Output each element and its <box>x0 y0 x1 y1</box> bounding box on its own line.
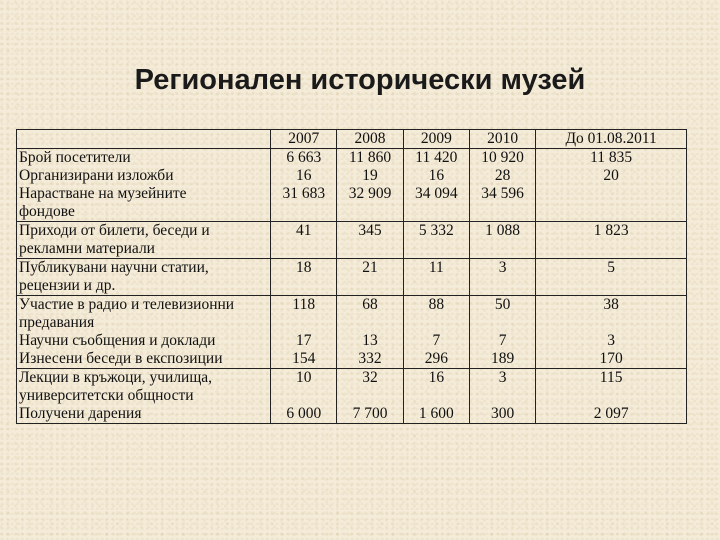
value: 3 <box>498 369 507 386</box>
value: 16 <box>428 167 445 184</box>
value: 17 <box>296 332 312 349</box>
value-cell: 1 823 <box>536 222 687 259</box>
value: 115 <box>599 369 623 386</box>
value <box>472 314 533 332</box>
value: 3 <box>607 332 615 349</box>
value: 32 909 <box>348 185 392 202</box>
value: 154 <box>292 350 316 367</box>
value-cell <box>271 369 337 424</box>
value: 332 <box>358 350 382 367</box>
value-cell: 5 332 <box>403 222 469 259</box>
value-cell <box>271 296 337 369</box>
value: 16 <box>296 167 312 184</box>
value-cell: 3 <box>469 259 535 296</box>
value: 11 860 <box>349 149 392 166</box>
value: 170 <box>599 350 623 367</box>
value-cell <box>536 296 687 369</box>
value <box>472 387 533 405</box>
value: 34 094 <box>415 185 458 202</box>
row-label <box>17 222 271 259</box>
value-cell <box>469 296 535 369</box>
value: 31 683 <box>282 185 326 202</box>
value-cell <box>469 369 535 424</box>
page-title: Регионален исторически музей <box>134 64 586 96</box>
value-cell: 1 088 <box>469 222 535 259</box>
value: 10 920 <box>481 149 524 166</box>
table-row <box>17 149 687 222</box>
label-line: Лекции в кръжоци, училища, <box>19 369 213 386</box>
label-line: Брой посетители <box>19 149 131 166</box>
label-line: университетски общности <box>19 387 194 404</box>
value: 118 <box>292 296 316 313</box>
value <box>406 314 467 332</box>
table-row <box>17 259 687 296</box>
value-cell <box>536 149 687 222</box>
label-line: Участие в радио и телевизионни <box>19 296 235 313</box>
label-line: Публикувани научни статии, <box>19 259 209 276</box>
value-cell <box>271 149 337 222</box>
value: 11 835 <box>590 149 633 166</box>
value <box>273 314 334 332</box>
value <box>273 387 334 405</box>
value: 20 <box>603 167 619 184</box>
table-row <box>17 369 687 424</box>
row-label <box>17 259 271 296</box>
header-cell: 2008 <box>337 130 403 149</box>
value: 189 <box>490 350 515 367</box>
value <box>339 314 400 332</box>
label-line: Получени дарения <box>19 405 142 422</box>
value: 38 <box>603 296 619 313</box>
label-line: предавания <box>19 314 95 331</box>
value <box>406 387 467 405</box>
value: 7 <box>432 332 441 349</box>
value-cell <box>403 149 469 222</box>
row-label <box>17 296 271 369</box>
label-line: фондове <box>19 203 75 220</box>
value-cell: 345 <box>337 222 403 259</box>
value: 68 <box>362 296 378 313</box>
table-row <box>17 296 687 369</box>
label-line: рецензии и др. <box>19 277 116 294</box>
value: 2 097 <box>593 405 629 422</box>
value: 7 <box>498 332 507 349</box>
row-label <box>17 149 271 222</box>
value: 11 420 <box>415 149 458 166</box>
header-row <box>17 130 687 149</box>
value-cell: 18 <box>271 259 337 296</box>
value: 7 700 <box>352 405 388 422</box>
value: 296 <box>424 350 448 367</box>
value-cell: 41 <box>271 222 337 259</box>
value: 6 663 <box>286 149 322 166</box>
label-line: рекламни материали <box>19 240 155 257</box>
label-line: Нарастване на музейните <box>19 185 187 202</box>
row-label <box>17 369 271 424</box>
value-cell <box>469 149 535 222</box>
label-line: Изнесени беседи в експозиции <box>19 350 223 367</box>
value: 13 <box>362 332 378 349</box>
value-cell <box>337 296 403 369</box>
value: 34 596 <box>481 185 524 202</box>
value: 88 <box>428 296 445 313</box>
table-row <box>17 222 687 259</box>
value <box>339 387 400 405</box>
value-cell <box>403 369 469 424</box>
label-line: Научни съобщения и доклади <box>19 332 216 349</box>
value-cell <box>337 149 403 222</box>
value <box>538 387 684 405</box>
header-cell: 2010 <box>469 130 535 149</box>
value: 1 600 <box>418 405 454 422</box>
value-cell <box>403 296 469 369</box>
value: 10 <box>296 369 312 386</box>
museum-statistics-table <box>16 129 687 424</box>
value-cell: 21 <box>337 259 403 296</box>
value: 19 <box>362 167 378 184</box>
value: 32 <box>362 369 378 386</box>
header-cell: 2007 <box>271 130 337 149</box>
value: 300 <box>490 405 515 422</box>
value: 16 <box>428 369 445 386</box>
value <box>538 314 684 332</box>
label-line: Приходи от билети, беседи и <box>19 222 210 239</box>
label-line: Организирани изложби <box>19 167 174 184</box>
header-cell <box>17 130 271 149</box>
value-cell <box>337 369 403 424</box>
value-cell <box>536 369 687 424</box>
value-cell: 5 <box>536 259 687 296</box>
value-cell: 11 <box>403 259 469 296</box>
value: 6 000 <box>286 405 322 422</box>
value: 50 <box>494 296 511 313</box>
value: 28 <box>494 167 511 184</box>
header-cell: До 01.08.2011 <box>536 130 687 149</box>
header-cell: 2009 <box>403 130 469 149</box>
